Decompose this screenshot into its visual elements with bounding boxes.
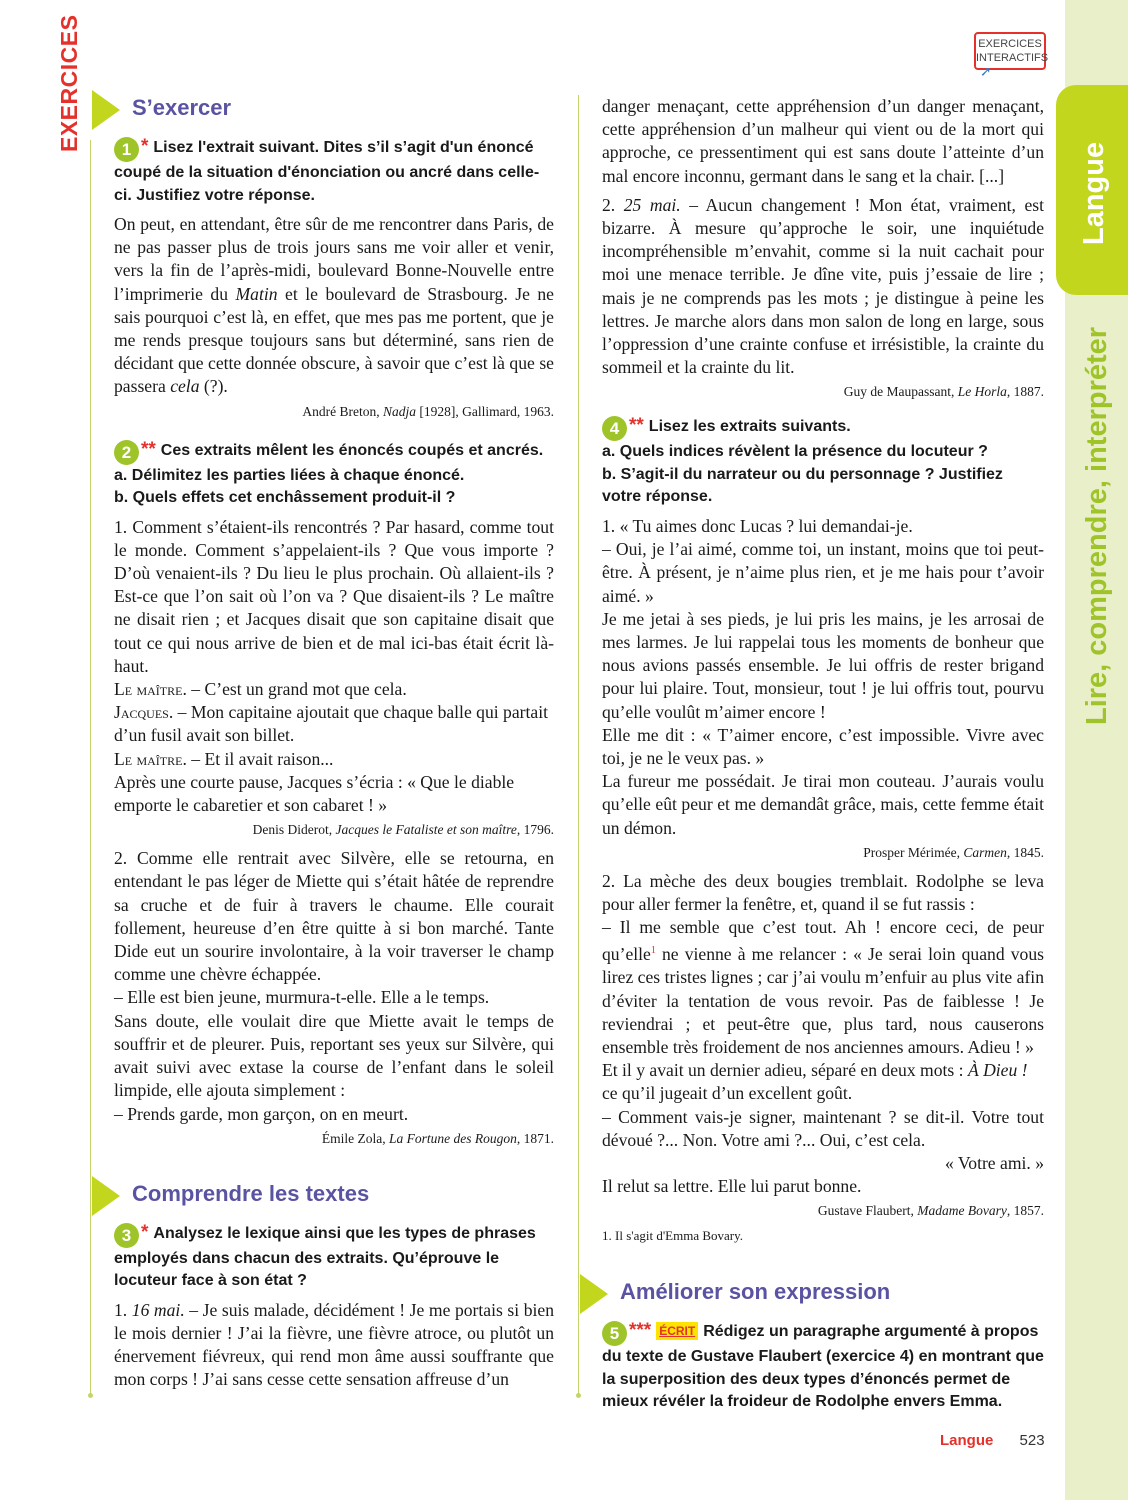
section-ameliorer — [580, 1274, 1044, 1420]
cursor-icon: ➚ — [980, 63, 992, 79]
exercise-2-text-2: 2. Comme elle rentrait avec Silvère, elle se retourna, en entendant le pas léger de Miette qui s’était hâtée de reprendre sa cruche et de fuir à travers le chaume. Elle courait follement, heureuse d’en être quitte à si bon marché. Tante Dide eut un sourire involontaire, à la voir traverser le champ comme une chèvre échappée. — [114, 848, 554, 985]
exercise-3-text-1-continued: danger menaçant, cette appréhension d’un danger menaçant, cette appréhension d’un malheur qui vient ou de la mort qui approche, ce pressentiment qui est sans doute l’atteinte d’un mal encore inconnu, germant dans le sang et la chair. [...] — [602, 96, 1044, 186]
exercise-4-question-b: b. S’agit-il du narrateur ou du personnage ? Justifiez votre réponse. — [602, 465, 1003, 506]
section-header-ameliorer — [580, 1274, 1044, 1314]
page-section-label: EXERCICES — [56, 14, 82, 152]
badge-line2: INTERACTIFS — [976, 52, 1049, 64]
exercise-4-text-2d: – Comment vais-je signer, maintenant ? se dit-il. Votre tout dévoué ?... Non. Votre ami ?... Oui, c’est cela. — [602, 1106, 1044, 1150]
side-tab-langue[interactable]: Langue — [1056, 85, 1128, 295]
exercise-3-question: 3 * Analysez le lexique ainsi que les types de phrases employés dans chacun des extraits. Qu’éprouve le locuteur face à son état ? — [114, 1221, 536, 1290]
exercise-2-text-2b: – Elle est bien jeune, murmura-t-elle. Elle a le temps. — [114, 987, 490, 1008]
middle-rule — [578, 95, 579, 1395]
exercise-4-text-line: 1. « Tu aimes donc Lucas ? lui demandai-je. — [602, 515, 913, 536]
exercise-4-text-2c: Et il y avait un dernier adieu, séparé en deux mots : À Dieu ! ce qu’il jugeait d’un excellent goût. — [602, 1060, 1028, 1104]
triangle-icon — [580, 1274, 608, 1314]
exercise-4-text-2e: « Votre ami. » — [944, 1153, 1044, 1174]
ecrit-badge: ÉCRIT — [656, 1322, 698, 1340]
rule-dot — [88, 1393, 93, 1398]
triangle-icon — [92, 1176, 120, 1216]
exercise-1-source: André Breton, Nadja [1928], Gallimard, 1963. — [302, 403, 554, 419]
section-title: Comprendre les textes — [132, 1180, 370, 1206]
exercise-4-text-2f: Il relut sa lettre. Elle lui parut bonne. — [602, 1176, 862, 1197]
exercise-2-question-a: a. Délimitez les parties liées à chaque énoncé. — [114, 466, 465, 484]
page-number: 523 — [1019, 1432, 1045, 1449]
section-header-sexercer — [92, 90, 554, 130]
dialogue-line: Jacques. – Mon capitaine ajoutait que chaque balle qui partait d’un fusil avait son billet. — [114, 702, 548, 746]
section-title: Améliorer son expression — [620, 1279, 891, 1304]
exercise-4-text-line: – Oui, je l’ai aimé, comme toi, un instant, moins que toi peut-être. À présent, je n’aime plus rien, et je me hais pour t’avoir aimé. » — [602, 539, 1044, 606]
exercise-1-question: 1 * Lisez l'extrait suivant. Dites s’il s’agit d'un énoncé coupé de la situation d'énonciation ou ancré dans celle-ci. Justifiez votre réponse. — [114, 136, 540, 204]
exercise-5-question: 5 *** ÉCRIT Rédigez un paragraphe argumenté à propos du texte de Gustave Flaubert (exercice 4) en montrant que la superposition des deux types d’énoncés permet de mieux révéler la froideur de Rodolphe envers Emma. — [602, 1320, 1044, 1410]
badge-line1: EXERCICES — [978, 38, 1042, 50]
exercise-1-text: On peut, en attendant, être sûr de me rencontrer dans Paris, de ne pas passer plus de trois jours sans me voir aller et venir, vers la fin de l’après-midi, boulevard Bonne-Nouvelle entre l’imprimerie du Matin et le boulevard de Strasbourg. Je ne sais pourquoi c’est là, en effet, que mes pas me portent, que je me rends presque toujours sans but déterminé, sans rien de décidant que cette donnée obscure, à savoir que c’est là que se passera cela (?). — [114, 214, 554, 397]
exercise-4-source-2: Gustave Flaubert, Madame Bovary, 1857. — [817, 1203, 1044, 1219]
section-header-comprendre — [92, 1176, 554, 1216]
exercise-2-question-b: b. Quels effets cet enchâssement produit-il ? — [114, 489, 456, 507]
section-title: S’exercer — [132, 95, 232, 120]
exercise-4-text-line: Elle me dit : « T’aimer encore, c’est impossible. Vivre avec toi, je ne le veux pas. » — [602, 724, 1044, 768]
exercise-4-text-2b: – Il me semble que c’est tout. Ah ! encore ceci, de peur qu’elle$^1$ ne vienne à me relancer : « Je serai loin quand vous lirez ces tristes lignes ; car j’ai voulu m’enfuir au plus vite afin d’éviter la tentation de vous revoir. Pas de faiblesse ! Je reviendrai ; et peut-être que, plus tard, nous causerons ensemble très froidement de nos anciennes amours. Adieu ! » — [602, 917, 1044, 1058]
dialogue-line: Le maître. – Et il avait raison... — [114, 748, 334, 769]
exercise-3-text-2: 2. 25 mai. – Aucun changement ! Mon état, vraiment, est bizarre. À mesure qu’approche le soir, une inquiétude incompréhensible m’envahit, comme si la nuit cachait pour moi une menace terrible. Je dîne vite, puis j’essaie de lire ; mais je ne comprends pas les mots ; je distingue à peine les lettres. Je marche alors dans mon salon de long en large, sous l’oppression d’une crainte confuse et irrésistible, la crainte du sommeil et la crainte du lit. — [602, 194, 1045, 378]
exercise-2-text-2c: Sans doute, elle voulait dire que Miette avait le temps de souffrir et de pleurer. Puis, reportant ses yeux sur Silvère, qui avait suivi avec extase la course de l’enfant dans le soleil limpide, elle ajouta simplement : — [114, 1010, 554, 1101]
side-tab-chapter: Lire, comprendre, interpréter — [1081, 326, 1113, 725]
exercise-4-source-1: Prosper Mérimée, Carmen, 1845. — [863, 844, 1044, 860]
left-rule — [90, 140, 91, 1395]
exercise-4-question-a: a. Quels indices révèlent la présence du locuteur ? — [602, 443, 988, 461]
dialogue-line: Le maître. – C’est un grand mot que cela. — [114, 679, 407, 700]
exercise-2-source-2: Émile Zola, La Fortune des Rougon, 1871. — [321, 1130, 554, 1146]
exercise-3-text-1: 1. 16 mai. – Je suis malade, décidément ! Je me portais si bien le mois dernier ! J’ai la fièvre, une fièvre atroce, ou plutôt un énervement fiévreux, qui rend mon âme aussi souffrante que mon corps ! J’ai sans cesse cette sensation affreuse d’un — [114, 1299, 554, 1390]
footer-section: Langue — [940, 1432, 994, 1449]
exercise-2-question: 2 ** Ces extraits mêlent les énoncés coupés et ancrés. — [114, 439, 554, 465]
exercise-4-text-line: Je me jetai à ses pieds, je lui pris les mains, je les arrosai de mes larmes. Je lui rappelai tous les moments de bonheur que nous avions passés ensemble. Je lui offris de rester brigand pour lui plaire. Tout, monsieur, tout ! je lui offris tout, pourvu qu’elle voulût m’aimer encore ! — [602, 608, 1044, 722]
exercise-2-source-1: Denis Diderot, Jacques le Fataliste et son maître, 1796. — [252, 822, 554, 838]
exercise-4-text-line: La fureur me possédait. Je tirai mon couteau. J’aurais voulu qu’elle eût peur et me demandât grâce, mais, cette femme était un démon. — [602, 771, 1044, 838]
triangle-icon — [92, 90, 120, 130]
exercise-3-source: Guy de Maupassant, Le Horla, 1887. — [843, 384, 1044, 400]
footnote: 1. Il s'agit d'Emma Bovary. — [602, 1228, 744, 1244]
exercise-2-text-1: 1. Comment s’étaient-ils rencontrés ? Par hasard, comme tout le monde. Comment s’appelaient-ils ? Que vous importe ? D’où venaient-ils ? Du lieu le plus prochain. Où allaient-ils ? Est-ce que l’on sait où l’on va ? Que disaient-ils ? Le maître ne disait rien ; et Jacques disait que son capitaine disait que tout ce qui nous arrive de bien et de mal ici-bas était écrit là-haut. — [114, 516, 554, 676]
exercise-4-text-2: 2. La mèche des deux bougies tremblait. Rodolphe se leva pour aller fermer la fenêtre, et, quand il se fut rassis : — [602, 870, 1044, 914]
exercise-2-text-2d: – Prends garde, mon garçon, on en meurt. — [114, 1103, 409, 1124]
left-column — [92, 90, 554, 1392]
interactive-exercises-button[interactable] — [974, 32, 1049, 79]
page-footer — [940, 1432, 1045, 1449]
exercise-4-question: 4 ** Lisez les extraits suivants. — [602, 415, 1044, 441]
right-column — [602, 95, 1044, 1257]
dialogue-line: Après une courte pause, Jacques s’écria : « Que le diable emporte le cabaretier et son cabaret ! » — [114, 771, 515, 816]
